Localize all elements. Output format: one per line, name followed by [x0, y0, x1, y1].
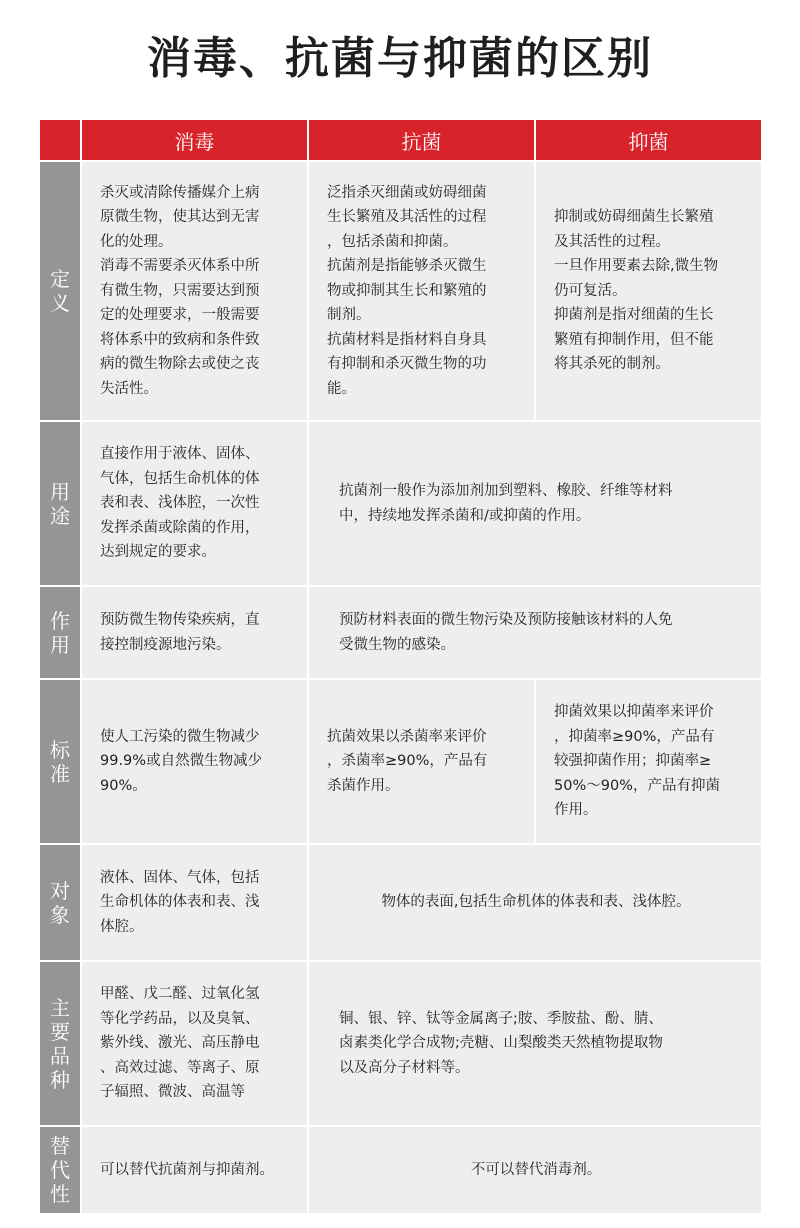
cell-text: 甲醛、戊二醛、过氧化氢 等化学药品，以及臭氧、 紫外线、激光、高压静电 、高效过滤、等离子、原 子辐照、微波、高温等	[100, 986, 260, 1101]
header-corner	[40, 120, 80, 160]
substitutability-antibacterial-bacteriostatic	[307, 1125, 761, 1213]
target-disinfect	[80, 843, 307, 960]
usage-disinfect	[80, 420, 307, 585]
cell-text: 液体、固体、气体，包括 生命机体的体表和表、浅 体腔。	[100, 869, 260, 935]
cell-text: 铜、银、锌、钛等金属离子;胺、季胺盐、酚、腈、 卤素类化学合成物;壳糖、山梨酸类天然植物提取物 以及高分子材料等。	[339, 1010, 663, 1076]
cell-text: 使人工污染的微生物减少 99.9%或自然微生物减少 90%。	[100, 728, 263, 794]
page-title: 消毒、抗菌与抑菌的区别	[147, 33, 653, 84]
cell-text: 杀灭或清除传播媒介上病 原微生物，使其达到无害 化的处理。 消毒不需要杀灭体系中所 有微生物，只需要达到预 定的处理要求，一般需要 将体系中的致病和条件致 病的微生物除去或使之丧 失活性。	[100, 184, 260, 397]
row-label-text: 替代性	[50, 1134, 70, 1206]
row-label-usage	[40, 420, 80, 585]
function-antibacterial-bacteriostatic	[307, 585, 761, 678]
cell-text: 物体的表面,包括生命机体的体表和表、浅体腔。	[381, 894, 691, 911]
standard-bacteriostatic	[534, 678, 761, 843]
cell-text: 抗菌剂一般作为添加剂加到塑料、橡胶、纤维等材料 中，持续地发挥杀菌和/或抑菌的作用。	[339, 483, 673, 524]
function-disinfect	[80, 585, 307, 678]
cell-text: 抗菌效果以杀菌率来评价 ，杀菌率≥90%，产品有 杀菌作用。	[327, 728, 488, 794]
row-label-main-types	[40, 960, 80, 1125]
main-types-antibacterial-bacteriostatic	[307, 960, 761, 1125]
definition-antibacterial	[307, 160, 534, 420]
cell-text: 抑菌效果以抑菌率来评价 ，抑菌率≥90%，产品有 较强抑菌作用；抑菌率≥ 50%～90%，产品有抑菌 作用。	[554, 704, 720, 819]
header-disinfect: 消毒	[80, 120, 307, 160]
definition-disinfect	[80, 160, 307, 420]
cell-text: 泛指杀灭细菌或妨碍细菌 生长繁殖及其活性的过程 ，包括杀菌和抑菌。 抗菌剂是指能够杀灭微生 物或抑制其生长和繁殖的 制剂。 抗菌材料是指材料自身具 有抑制和杀灭微生物的功 能。	[327, 184, 487, 397]
target-antibacterial-bacteriostatic	[307, 843, 761, 960]
row-label-target	[40, 843, 80, 960]
comparison-table	[40, 120, 761, 1220]
usage-antibacterial-bacteriostatic	[307, 420, 761, 585]
header-antibacterial: 抗菌	[307, 120, 534, 160]
row-label-definition	[40, 160, 80, 420]
standard-antibacterial	[307, 678, 534, 843]
header-bacteriostatic: 抑菌	[534, 120, 761, 160]
row-label-function	[40, 585, 80, 678]
row-label-standard	[40, 678, 80, 843]
substitutability-disinfect	[80, 1125, 307, 1213]
row-label-text: 定义	[50, 267, 70, 315]
cell-text: 预防材料表面的微生物污染及预防接触该材料的人免 受微生物的感染。	[339, 612, 673, 653]
row-label-text: 用途	[50, 479, 70, 528]
cell-text: 直接作用于液体、固体、 气体，包括生命机体的体 表和表、浅体腔，一次性 发挥杀菌或除菌的作用， 达到规定的要求。	[100, 446, 260, 561]
row-label-text: 主要品种	[50, 995, 70, 1092]
row-label-text: 作用	[50, 608, 70, 657]
cell-text: 不可以替代消毒剂。	[470, 1161, 602, 1178]
row-label-text: 对象	[50, 878, 70, 927]
row-label-substitutability	[40, 1125, 80, 1213]
row-label-text: 标准	[50, 737, 70, 786]
definition-bacteriostatic	[534, 160, 761, 420]
cell-text: 抑制或妨碍细菌生长繁殖 及其活性的过程。 一旦作用要素去除,微生物 仍可复活。 抑菌剂是指对细菌的生长 繁殖有抑制作用，但不能 将其杀死的制剂。	[554, 209, 719, 373]
cell-text: 预防微生物传染疾病，直 接控制疫源地污染。	[100, 612, 260, 653]
standard-disinfect	[80, 678, 307, 843]
cell-text: 可以替代抗菌剂与抑菌剂。	[100, 1161, 274, 1178]
main-types-disinfect	[80, 960, 307, 1125]
